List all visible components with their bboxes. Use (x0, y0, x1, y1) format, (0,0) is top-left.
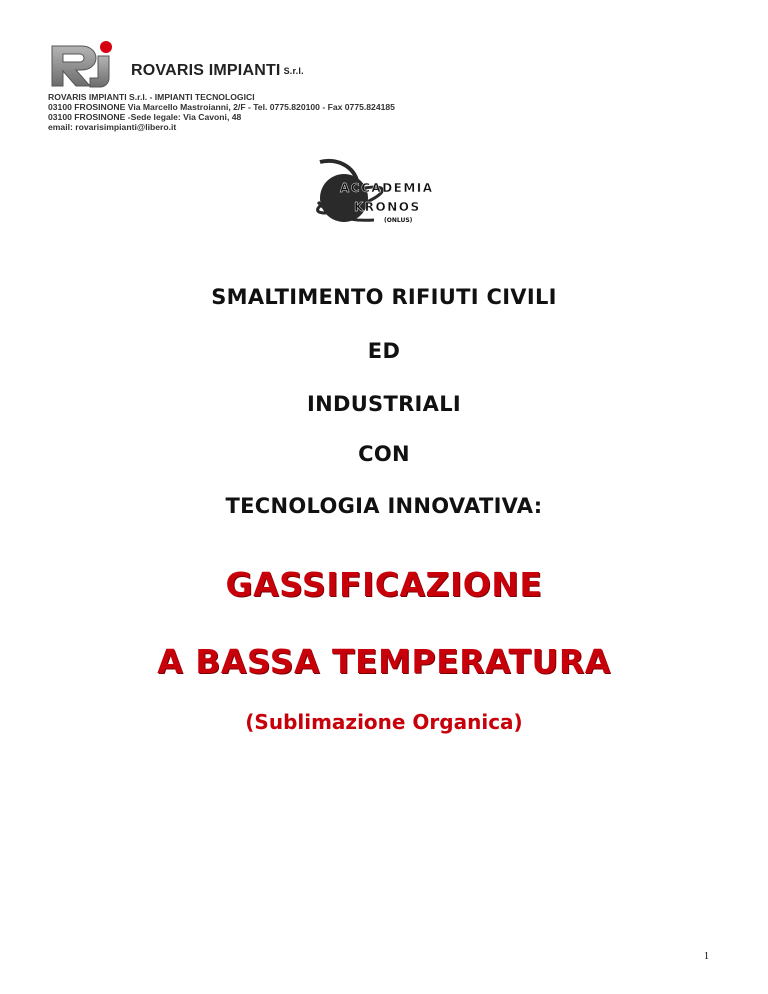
title-line-1: SMALTIMENTO RIFIUTI CIVILI (211, 285, 557, 309)
academia-line1: ACCADEMIA (340, 181, 434, 195)
address-line-3: 03100 FROSINONE -Sede legale: Via Cavoni, 48 (48, 112, 242, 122)
title-line-5: TECNOLOGIA INNOVATIVA: (225, 494, 543, 518)
highlight-subtitle: (Sublimazione Organica) (245, 710, 523, 734)
address-line-1: ROVARIS IMPIANTI S.r.l. - IMPIANTI TECNOLOGICI (48, 92, 255, 102)
accademia-kronos-logo (314, 156, 438, 238)
company-suffix: S.r.l. (283, 66, 304, 76)
address-line-4: email: rovarisimpianti@libero.it (48, 122, 177, 132)
highlight-line-2: A BASSA TEMPERATURA (157, 642, 611, 681)
company-name (131, 62, 304, 80)
company-name-text: ROVARIS IMPIANTI (131, 62, 281, 79)
title-line-4: CON (358, 442, 410, 466)
title-line-2: ED (367, 339, 401, 363)
letterhead (48, 40, 568, 132)
academia-line2: KRONOS (354, 200, 421, 214)
address-line-2: 03100 FROSINONE Via Marcello Mastroianni, 2/F - Tel. 0775.820100 - Fax 0775.824185 (48, 102, 395, 112)
page-number: 1 (704, 951, 709, 962)
highlight-line-1: GASSIFICAZIONE (225, 565, 543, 604)
letterhead-logo-row (48, 40, 568, 88)
academia-line3: (ONLUS) (384, 217, 413, 224)
rovaris-logo (48, 40, 128, 88)
title-line-3: INDUSTRIALI (306, 392, 462, 416)
company-address-block (48, 92, 395, 132)
